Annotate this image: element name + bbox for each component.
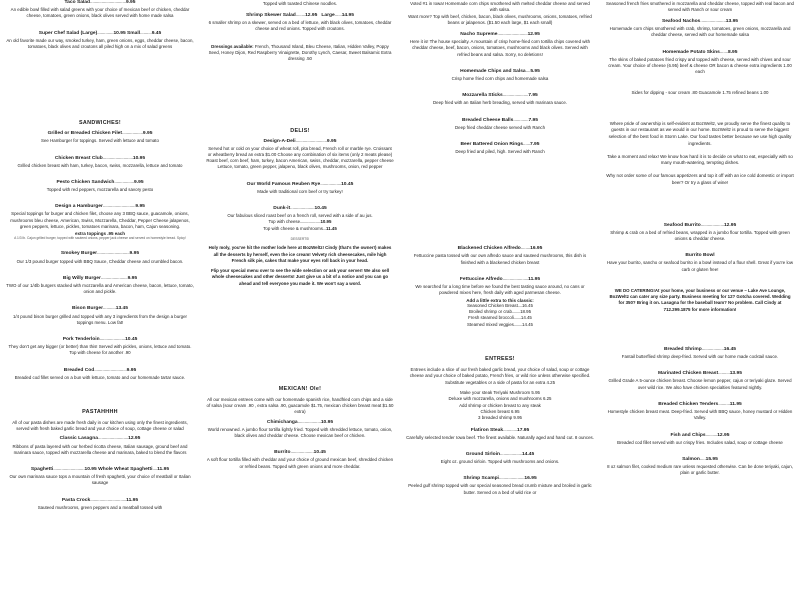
menu-column-1 bbox=[0, 0, 200, 600]
menu-item-description: Sauteed mushrooms, green peppers and a meatball tossed with bbox=[37, 504, 163, 510]
menu-item-description: Eight oz. ground sirloin. Topped with mushrooms and onions. bbox=[440, 459, 560, 465]
dressings-list: French, Thousand Island, Bleu Cheese, Italian, Hidden Valley, Poppy Seed, Honey Dijon, Red Raspberry Vinaigrette, Dorothy Lynch, Caesar, Sweet Balsamic Extra dressing .50 bbox=[208, 43, 392, 62]
menu-item-description: Fettuccine pasta tossed with our own alfredo sauce and sauteed mushrooms, this dish is finished with a blackened chicken breast bbox=[413, 253, 587, 265]
menu-item-title: Classic Lasagna..........................12.95 bbox=[59, 436, 141, 442]
spacer bbox=[606, 193, 794, 223]
menu-item bbox=[606, 402, 794, 422]
menu-item bbox=[6, 251, 194, 264]
spacer bbox=[6, 386, 194, 400]
menu-item bbox=[6, 436, 194, 456]
section-heading-entrees: ENTREES! bbox=[485, 356, 515, 363]
section-heading-sandwiches: SANDWICHES! bbox=[79, 120, 121, 127]
pride-of-ownership-blurb: Where pride of ownership is self-evident at BozWeltz, we proudly serve the finest quality to guests in our restaurant as we would in our home. BozWeltz is proud to serve the biggest selection of the best food in Storm Lake. Our food tastes better because we use high quality ingredients. bbox=[608, 120, 792, 146]
menu-item-description: Special toppings for burger and chicken filet, choose any 3 BBQ sauce, guacamole, onions, mushrooms bleu cheese, American, Swiss, Mozzarella, Cheddar, Pepper Cheese jalapenos, green peppers, lettuce, pickles, tomatoes marinara, bacon, ham, Cajun seasoning. bbox=[10, 211, 190, 229]
menu-item-title: Ground Sirloin...................14.45 bbox=[465, 452, 535, 457]
menu-item bbox=[6, 156, 194, 169]
menu-item-title: Breaded Chicken Tenders..........11.95 bbox=[658, 401, 742, 407]
desserts-blurb-2: Flip your special menu over to see the wide selection or ask your server! We also sell whole cheesecakes and other desserts! Just give us a bit of a notice and you can go ahead and tell everyone you made it. We won't say a word. bbox=[210, 268, 390, 286]
menu-item-title: Breaded Cheese Balls.............7.95 bbox=[462, 117, 538, 123]
menu-item-title: Burrito....................10.45 bbox=[274, 450, 326, 456]
menu-item-description: An old favorite made our way, smoked turkey, ham, green onions, eggs, cheddar cheese, bacon, tomatoes, black olives and croutons all piled high on a mix of salad greens bbox=[6, 37, 194, 49]
menu-item bbox=[406, 277, 594, 328]
dipping-sides-note: Sides for dipping - sour cream .80 Guacamole 1.75 refined beans 1.00 bbox=[631, 90, 769, 96]
menu-item-description: Our own marinara sauce tops a mountain of fresh spaghetti, your choice of meatball or Italian sausage bbox=[9, 474, 191, 486]
menu-item bbox=[606, 457, 794, 477]
menu-item-description: 8 oz salmon filet, cooked medium rare unless requested otherwise. Can be done teriyaki, cajun, plain or garlic butter. bbox=[607, 463, 793, 476]
menu-item bbox=[6, 306, 194, 326]
nacho-intro-1: Voted #1 in Iowa! Homemade corn chips smothered with melted cheddar cheese and served with salsa. bbox=[410, 0, 590, 12]
spacer bbox=[606, 80, 794, 86]
spacer bbox=[206, 291, 394, 377]
menu-item-description: Here it is! The house specialty. A mountain of crisp home-fried corn tortilla chips covered with cheddar cheese, beef, bacon, onions, tomatoes, mushrooms and black olives. Served with refried beans and salsa. Sorry, no deletions! bbox=[409, 39, 591, 57]
spacer bbox=[606, 317, 794, 347]
nacho-intro-2: Want more? Top with beef, chicken, bacon, black olives, mushrooms, onions, tomatoes, refried beans or jalapenos. ($1.50 each large, $1 each small) bbox=[408, 13, 592, 25]
menu-item-title: Fettuccine Alfredo......................11.95 bbox=[459, 276, 541, 282]
entree-option: 3 breaded shrimp 9.95 bbox=[478, 415, 522, 421]
menu-item-title: Shrimp Skewer Salad........12.95 Large......14.95 bbox=[246, 12, 354, 18]
menu-item-title: Bison Burger...........13.45 bbox=[72, 306, 128, 312]
menu-item bbox=[206, 139, 394, 171]
menu-item-description: A soft flour tortilla filled with cheddar and your choice of ground mexican beef, shredded chicken or refried beans. Topped with green onions and more cheddar. bbox=[206, 457, 394, 469]
menu-item-title: Dunk-it.....................10.45 bbox=[273, 206, 327, 212]
menu-item-title: Salmon.....15.95 bbox=[682, 456, 718, 462]
menu-item-title: Pesto Chicken Sandwich.................9.95 bbox=[56, 179, 144, 185]
menu-column-2 bbox=[200, 0, 400, 600]
menu-item-title: Spaghetti...........................10.95 Whole Wheat Spaghetti....11.95 bbox=[30, 467, 170, 473]
spacer bbox=[6, 55, 194, 111]
menu-item bbox=[6, 467, 194, 487]
spacer bbox=[406, 333, 594, 347]
menu-item-description: Topped with red peppers, mozzarella and savory pesto bbox=[46, 187, 154, 193]
chinese-noodles-note: Topped with toasted Chinese noodles. bbox=[262, 0, 338, 6]
menu-item bbox=[606, 223, 794, 243]
menu-item-description: Have your burrito, sancho or seafood burrito in a bowl instead of a flour shell. Great if you're low carb or gluten free! bbox=[606, 260, 794, 272]
menu-item bbox=[6, 204, 194, 240]
section-heading-desserts: DESSERTS! bbox=[290, 237, 310, 242]
menu-item bbox=[6, 498, 194, 511]
menu-item bbox=[606, 19, 794, 39]
menu-item-title: Marinated Chicken Breast..........13.95 bbox=[658, 371, 742, 377]
menu-item-title: Chicken Breast Club..........................10.95 bbox=[54, 155, 146, 161]
menu-item-description: Served hot or cold on your choice of wheat roll, pita bread, French roll or marble rye. Croissant or wheatberry bread an extra $1.00 Choose any combination of six items (only 2 meats please) Roast beef, corn beef, ham, turkey, bacon American, swiss, cheddar, mozzarella, pepper cheese Lettuce, tomato, green pepper, jalapeno, black olives, mushrooms, onion, red pepper bbox=[206, 145, 394, 170]
menu-item-description: Fantail butterflied shrimp deep-fried. Served with our home made cocktail sauce. bbox=[621, 354, 779, 360]
menu-item-title: Seafood Nachos......................13.95 bbox=[661, 19, 739, 24]
menu-item-title: Smokey Burger............................9.95 bbox=[60, 251, 140, 257]
menu-item bbox=[406, 476, 594, 496]
add-extra-option: Seasoned Chicken Breast....16.45 bbox=[467, 302, 533, 308]
menu-item bbox=[406, 428, 594, 441]
menu-item-description: Our 1/3 pound burger topped with BBQ Sauce, Cheddar cheese and crumbled bacon. bbox=[16, 258, 184, 264]
menu-item bbox=[406, 32, 594, 58]
section-heading-pasta: PASTAHHHH bbox=[82, 408, 118, 415]
menu-item-title: Nacho Supreme..........................12.95 bbox=[460, 32, 540, 37]
menu-item-description: Breaded cod fillet served on a bun with lettuce, tomato and our homemade tartar sauce. bbox=[14, 374, 186, 380]
menu-item-title: Our World Famous Reuben Rye..................10.45 bbox=[246, 181, 354, 187]
menu-item-description: Breaded cod fillet served with our crispy fries. Includes salad, soup or cottage cheese bbox=[617, 439, 783, 445]
dressings-note bbox=[206, 44, 394, 63]
menu-item-description: Shrimp & crab on a bed of refried beans, wrapped in a jumbo flour tortilla. Topped with green onions & cheddar cheese. bbox=[610, 229, 790, 242]
cheese-fries-note: Seasoned french fries smothered in mozzarella and cheddar cheese, topped with real bacon and served with Ranch or sour cream bbox=[606, 0, 794, 12]
menu-item-title: Fish and Chips..........12.95 bbox=[670, 432, 730, 438]
entree-option: Add shrimp or chicken breast to any steak bbox=[459, 402, 541, 408]
menu-item bbox=[6, 31, 194, 51]
menu-item-description: An edible bowl filled with salad greens with your choice of mexican beef or chicken, cheddar cheese, tomatoes, green onions, black olives served with home made salsa bbox=[10, 7, 190, 19]
menu-item bbox=[206, 13, 394, 33]
menu-item bbox=[606, 253, 794, 273]
menu-item-description: Deep fried and piled, high. Served with Ranch bbox=[455, 149, 545, 155]
menu-item-title: Design-A-Deli...........................9.95 bbox=[263, 138, 337, 144]
menu-item-description: We searched for a long time before we found the best tasting sauce around, no cans or powdered mixes here, fresh daily with aged parmesan cheese. bbox=[415, 284, 585, 296]
relax-blurb: Take a moment and relax! We know how hard it is to decide on what to eat, especially with so many mouth-watering, tempting dishes. bbox=[607, 153, 793, 166]
pasta-intro: All of our pasta dishes are made fresh daily in our kitchen using only the finest ingredients, served with fresh baked garlic bread and your choice of soup, cottage cheese or salad bbox=[12, 419, 188, 432]
spacer bbox=[606, 101, 794, 115]
menu-item bbox=[206, 450, 394, 470]
menu-item-title: Homemade Chips and Salsa....5.95 bbox=[460, 68, 540, 74]
cajun-burger-note: A 1/3 lb. Cajun grilled burger, topped with sauteed onions, pepper jack cheese and served on homestyle bread. Spicy! bbox=[14, 236, 186, 241]
menu-item-title: Grilled or Breaded Chicken Filet..................9.95 bbox=[47, 131, 153, 137]
entree-option: Make your steak Teriyaki Mushroom 5.95 bbox=[460, 389, 540, 395]
spacer bbox=[206, 37, 394, 43]
menu-item bbox=[206, 182, 394, 195]
menu-item bbox=[606, 50, 794, 76]
menu-item bbox=[6, 0, 194, 20]
dunkit-extra: Top with cheese....................10.95 bbox=[268, 219, 332, 225]
menu-item-title: Beer Battered Onion Rings......7.95 bbox=[460, 141, 540, 147]
menu-item-description: World renowned. A jumbo flour tortilla lightly fried. Topped with shredded lettuce, tomato, onion, black olives and cheddar cheese. Choose mexican beef or chicken. bbox=[207, 426, 393, 439]
menu-item-description: 6 smaller shrimp on a skewer, served on a bed of lettuce, with black olives, tomatoes, cheddar cheese and red onions. Topped with croutons. bbox=[208, 19, 392, 32]
menu-item-description: See Hamburger for toppings. Served with lettuce and tomato bbox=[41, 138, 159, 144]
section-heading-mexican: MEXICAN! Ole! bbox=[278, 385, 322, 392]
spacer bbox=[406, 160, 594, 246]
menu-item-description: Deep fried cheddar cheese served with Ranch bbox=[454, 124, 546, 130]
menu-item bbox=[206, 420, 394, 440]
menu-item bbox=[6, 131, 194, 144]
menu-item-title: Mozzarella Sticks......................7.95 bbox=[462, 93, 538, 99]
spacer bbox=[606, 278, 794, 284]
menu-item bbox=[406, 246, 594, 266]
mexican-intro: All our mexican entrees come with our homemade spanish rice, handfried corn chips and a side of salsa (sour cream .90 , extra salsa .90, guacamole $1.75, mexican chicken breast meat $1.50 extra) bbox=[206, 396, 394, 415]
entree-option: Chicken breast 6.95 bbox=[480, 408, 520, 414]
menu-item-title: Blackened Chicken Alfredo........16.95 bbox=[457, 246, 543, 252]
menu-column-3 bbox=[400, 0, 600, 600]
menu-item bbox=[606, 347, 794, 360]
menu-item-title: Shrimp Scampi......................16.95 bbox=[463, 476, 537, 482]
menu-item-title: Homemade Potato Skins.......8.95 bbox=[662, 49, 738, 55]
menu-item-description: Carefully selected tender Iowa beef. The finest available. Naturally aged and hand cut. 8 ounces. bbox=[406, 434, 594, 440]
menu-item bbox=[6, 337, 194, 357]
menu-item-title: Pork Tenderloin......................10.45 bbox=[62, 337, 138, 343]
menu-item bbox=[6, 276, 194, 296]
desserts-blurb-1: Holy moly, you've hit the mother lode here at BozWeltz! Cindy (that's the owner!) makes all the desserts by herself, even the ice cream! Velvety rich cheesecakes, mile high French silk pie, cakes that make your eyes roll back in your head. bbox=[208, 245, 392, 263]
menu-item-description: Grilled chicken breast with ham, turkey, bacon, swiss, mozzarella, lettuce and tomato bbox=[17, 162, 183, 168]
menu-item bbox=[406, 452, 594, 465]
spacer bbox=[206, 63, 394, 119]
menu-item bbox=[6, 180, 194, 193]
add-extra-heading: Add a little extra to this classic: bbox=[466, 297, 534, 303]
menu-item bbox=[406, 142, 594, 155]
menu-item-title: Seafood Burrito....................12.95 bbox=[663, 222, 737, 228]
section-heading-delis: DELIS! bbox=[290, 127, 310, 134]
add-extra-option: Fresh steamed broccoli.......14.45 bbox=[468, 315, 532, 321]
add-extra-option: Broiled shrimp or crab........18.95 bbox=[468, 308, 532, 314]
menu-item-description: Our fabulous sliced roast beef on a french roll, served with a side of au jus. bbox=[227, 213, 373, 219]
menu-item-title: Flatiron Steak............17.95 bbox=[470, 427, 530, 433]
menu-item-title: Super Chef Salad (Large)..............10.95 Small..........9.45 bbox=[38, 30, 162, 36]
menu-item-description: 1/4 pound bison burger grilled and topped with any 3 ingredients from the design a burger toppings menu. Low fat! bbox=[12, 313, 188, 325]
menu-item bbox=[406, 69, 594, 82]
extra-toppings-note: extra toppings .95 each bbox=[74, 231, 126, 237]
menu-column-4 bbox=[600, 0, 800, 600]
menu-item-title: Chimichanga....................10.95 bbox=[266, 419, 334, 425]
menu-item-description: Grilled Grade A 5-ounce chicken breast. Choose lemon pepper, cajun or teriyaki glaze. Served over wild rice. We also have chicken specialties featured nightly. bbox=[608, 378, 792, 390]
menu-item bbox=[206, 206, 394, 232]
menu-item-title: Taco Salad...............................9.95 bbox=[64, 0, 136, 5]
catering-blurb: WE DO CATERING!At your home, your business or our venue – Lake Ave Lounge, BozWeltz can cater any size party. Business meeting for 12? Gotcha covered. Wedding for 350? Bring it on. Lasagna for the baseball team? No problem. Call Cindy at 712.299.1875 for more information! bbox=[609, 287, 791, 312]
menu-item bbox=[406, 118, 594, 131]
menu-item-title: Big Willy Burger.......................9.95 bbox=[62, 275, 138, 281]
menu-item-description: Homestyle chicken breast meat. Deep-fried. Served with BBQ sauce, honey mustard or Hidden Valley. bbox=[607, 409, 793, 421]
menu-item-description: Made with traditional corn beef or try turkey! bbox=[257, 188, 343, 194]
add-extra-option: Steamed mixed veggies........14.45 bbox=[466, 321, 534, 327]
menu-item-title: Burrito Bowl bbox=[685, 253, 715, 259]
menu-item-description: Ribbons of pasta layered with our herbed ricotta cheese, Italian sausage, ground beef and marinara sauce, topped with mozzarella cheese and marinara, baked to blend the flavors bbox=[12, 443, 188, 455]
menu-item-title: Breaded Shrimp...................16.45 bbox=[663, 346, 737, 352]
menu-item-description: They don't get any bigger (or better) than this! Served with pickles, onions, lettuce and tomato. Top with cheese for another .90 bbox=[8, 344, 192, 356]
menu-item-description: Crisp home fried corn chips and homemade salsa bbox=[451, 75, 549, 81]
menu-item-description: Deep fried with an Italian herb breading, served with marinara sauce. bbox=[433, 100, 567, 106]
menu-item bbox=[406, 93, 594, 106]
beverage-blurb: Why not order some of our famous appetizers and top it off with an ice cold domestic or import beer? Or try a glass of wine! bbox=[606, 173, 794, 185]
dunkit-extra: Top with cheese & mushrooms...11.45 bbox=[263, 225, 337, 231]
entrees-intro: Entrees include a slice of our fresh baked garlic bread, your choice of salad, soup or cottage cheese and your choice of baked potato, French fries, or wild rice unless otherwise specified. Substitute vegetables or a side of pasta for an extra 4.25 bbox=[409, 367, 591, 385]
menu-item-title: Breaded Cod............................9.95 bbox=[63, 367, 137, 373]
menu-item bbox=[606, 371, 794, 391]
dressings-label: Dressings available: bbox=[211, 43, 254, 49]
menu-item bbox=[6, 368, 194, 381]
menu-item-title: Pasta Crock...............................11.95 bbox=[61, 497, 139, 503]
menu-item-description: The skins of baked potatoes fried crispy and topped with cheese, served with chives and sour cream. Your choice of cheese (6.95) beef & cheese OR bacon & cheese extra ingredients 1.00 each bbox=[608, 56, 792, 75]
menu-item-description: Homemade corn chips smothered with crab, shrimp, tomatoes, green onions, mozzarella and cheddar cheese, served with our homemade salsa bbox=[609, 26, 791, 38]
menu-item-description: Peeled gulf shrimp topped with our special seasoned bread crumb mixture and broiled in garlic butter. Served on a bed of wild rice or bbox=[408, 483, 592, 495]
menu-item-description: TWO of our 1/4lb burgers stacked with mozzarella and American cheese, bacon, lettuce, tomato, onion and pickle. bbox=[6, 282, 194, 295]
entree-option: Deluxe with mozzarella, onions and mushrooms 6.25 bbox=[448, 396, 552, 402]
menu-item bbox=[606, 433, 794, 446]
menu-item-title: Design a Hamburger............................9.95 bbox=[55, 204, 145, 210]
